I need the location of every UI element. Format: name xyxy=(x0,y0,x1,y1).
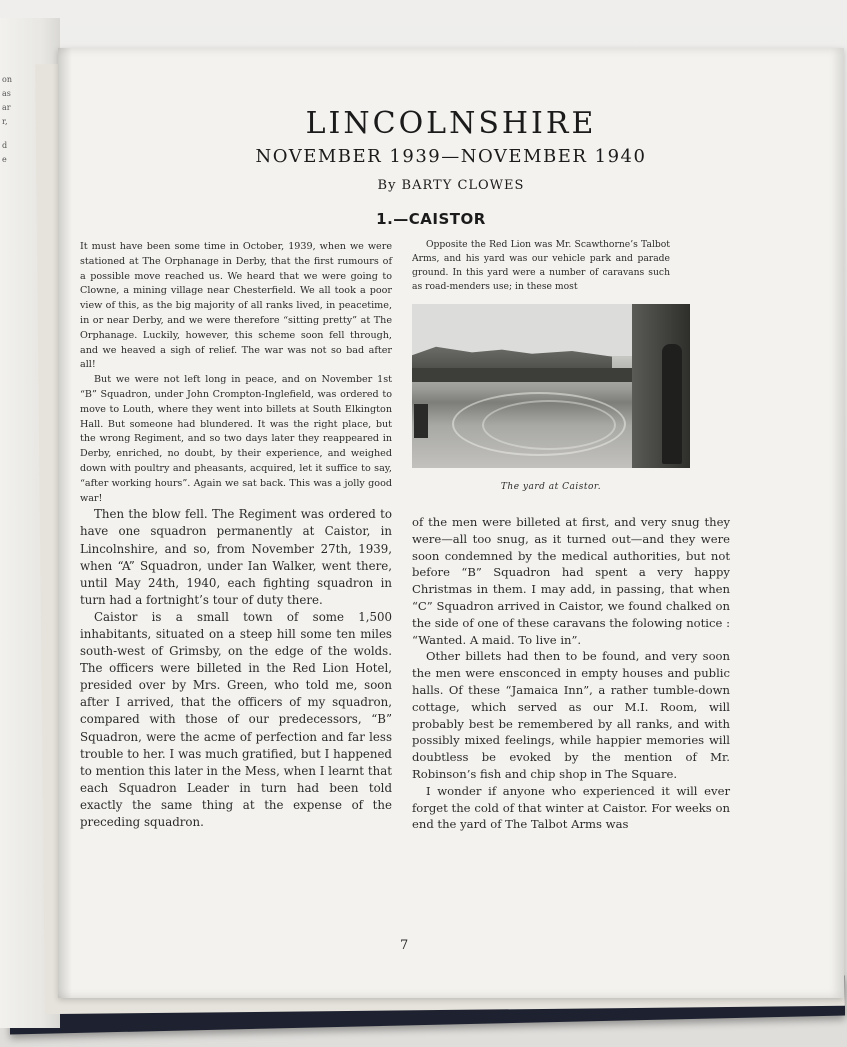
left-page-text: as xyxy=(2,89,11,98)
left-page-text: ar xyxy=(2,103,11,112)
left-page-text: r, xyxy=(2,117,8,126)
photo-caption: The yard at Caistor. xyxy=(500,482,602,492)
paragraph: Opposite the Red Lion was Mr. Scawthorne’s Talbot Arms, and his yard was our vehicle park and parade ground. In this yard were a number of caravans such as road-menders use; in these most xyxy=(412,239,670,292)
right-column-top xyxy=(412,238,670,294)
page-title: LINCOLNSHIRE xyxy=(305,106,597,141)
photo-figure xyxy=(662,344,682,464)
paragraph: But we were not left long in peace, and on November 1st “B” Squadron, under John Crompton-Inglefield, was ordered to move to Louth, where they went into billets at South Elkington Hall. But someone had blundered. It was the right place, but the wrong Regiment, and so two days later they reappeared in Derby, enriched, no doubt, by their experience, and weighed down with poultry and pheasants, acquired, let it suffice to say, “after working hours”. Again we sat back. This was a jolly good war! xyxy=(80,374,392,504)
page-number: 7 xyxy=(400,938,409,953)
paragraph: It must have been some time in October, 1939, when we were stationed at The Orphanage in Derby, that the first rumours of a possible move reached us. We heard that we were going to Clowne, a mining village near Chesterfield. We all took a poor view of this, as the big majority of all ranks lived, in peacetime, in or near Derby, and we were therefore “sitting pretty” at The Orphanage. Luckily, however, this scheme soon fell through, and we heaved a sigh of relief. The war was not so bad after all! xyxy=(80,241,392,371)
paragraph: Other billets had then to be found, and very soon the men were ensconced in empty houses and public halls. Of these “Jamaica Inn”, a rather tumble-down cottage, which served as our M.I. Room, will probably best be remembered by all ranks, and with possibly mixed feelings, while happier memories will doubtless be evoked by the mention of Mr. Robinson’s fish and chip shop in The Square. xyxy=(412,649,730,781)
paragraph: Then the blow fell. The Regiment was ordered to have one squadron permanently at Caistor, in Lincolnshire, and so, from November 27th, 1939, when “A” Squadron, under Ian Walker, went there, until May 24th, 1940, each fighting squadron in turn had a fortnight’s tour of duty there. xyxy=(80,507,392,607)
photo-fence xyxy=(412,368,642,382)
photo-tyre-tracks xyxy=(482,400,616,450)
page-subtitle: NOVEMBER 1939—NOVEMBER 1940 xyxy=(255,146,647,167)
left-column xyxy=(80,240,392,831)
book-page xyxy=(58,48,844,998)
paragraph: of the men were billeted at first, and very snug they were—all too snug, as it turned out—and they were soon condemned by the medical authorities, but not before “B” Squadron had spent a very happy Christmas in them. I may add, in passing, that when “C” Squadron arrived in Caistor, we found chalked on the side of one of these caravans the folowing notice : “Wanted. A maid. To live in”. xyxy=(412,515,730,647)
yard-photograph xyxy=(412,304,690,468)
paragraph: I wonder if anyone who experienced it will ever forget the cold of that winter at Caistor. For weeks on end the yard of The Talbot Arms was xyxy=(412,783,730,832)
byline: By BARTY CLOWES xyxy=(377,178,525,193)
right-column-bottom xyxy=(412,514,730,833)
left-page-text: d xyxy=(2,141,8,150)
section-heading: 1.—CAISTOR xyxy=(376,210,486,228)
photo-post xyxy=(414,404,428,438)
left-page-text: e xyxy=(2,155,7,164)
paragraph: Caistor is a small town of some 1,500 inhabitants, situated on a steep hill some ten miles south-west of Grimsby, on the edge of the wolds. The officers were billeted in the Red Lion Hotel, presided over by Mrs. Green, who told me, soon after I arrived, that the officers of my squadron, compared with those of our predecessors, “B” Squadron, were the acme of perfection and far less trouble to her. I was much gratified, but I happened to mention this later in the Mess, when I learnt that each Squadron Leader in turn had been told exactly the same thing at the expense of the preceding squadron. xyxy=(80,609,392,830)
left-page-text: on xyxy=(2,75,12,84)
